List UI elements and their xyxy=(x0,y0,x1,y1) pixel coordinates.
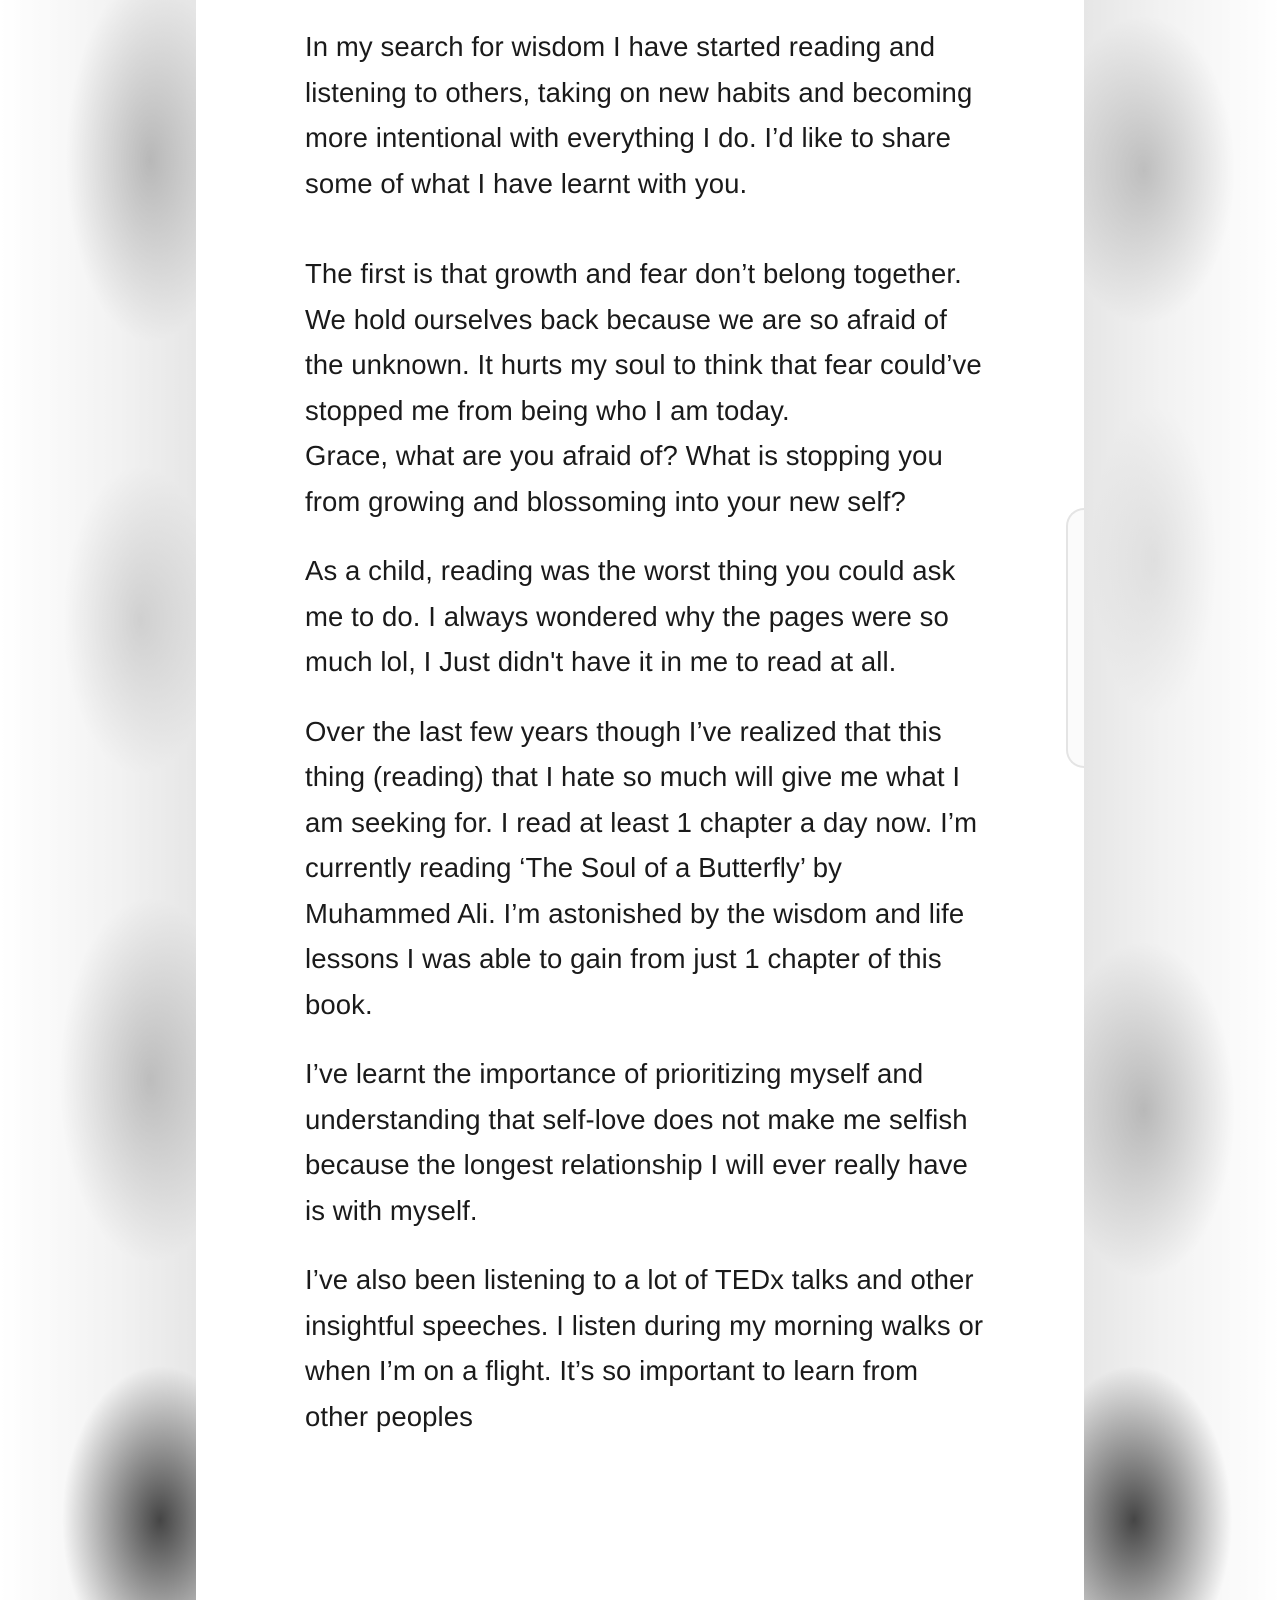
edge-panel-handle[interactable] xyxy=(1066,508,1084,768)
article-page[interactable] xyxy=(196,0,1084,1600)
paragraph-self-love: I’ve learnt the importance of prioritizing myself and understanding that self-love does not make me selfish because the longest relationship I will ever really have is with myself. xyxy=(305,1058,968,1226)
blurred-background-right xyxy=(1084,0,1280,1600)
paragraph-tedx-talks: I’ve also been listening to a lot of TEDx talks and other insightful speeches. I listen during my morning walks or when I’m on a flight. It’s so important to learn from other peoples xyxy=(305,1264,984,1432)
paragraph-grace-question: Grace, what are you afraid of? What is stopping you from growing and blossoming into your new self? xyxy=(305,440,943,517)
paragraph-intro: In my search for wisdom I have started reading and listening to others, taking on new habits and becoming more intentional with everything I do. I’d like to share some of what I have learnt with you. xyxy=(305,31,973,199)
paragraph-growth-fear: The first is that growth and fear don’t belong together. We hold ourselves back because we are so afraid of the unknown. It hurts my soul to think that fear could’ve stopped me from being who I am today. xyxy=(305,258,982,426)
paragraph-childhood-reading: As a child, reading was the worst thing you could ask me to do. I always wondered why the pages were so much lol, I Just didn't have it in me to read at all. xyxy=(305,555,956,677)
blurred-background-left xyxy=(0,0,196,1600)
paragraph-reading-habit: Over the last few years though I’ve realized that this thing (reading) that I hate so much will give me what I am seeking for. I read at least 1 chapter a day now. I’m currently reading ‘The Soul of a Butterfly’ by Muhammed Ali. I’m astonished by the wisdom and life lessons I was able to gain from just 1 chapter of this book. xyxy=(305,715,978,1020)
article-body xyxy=(305,24,985,1463)
